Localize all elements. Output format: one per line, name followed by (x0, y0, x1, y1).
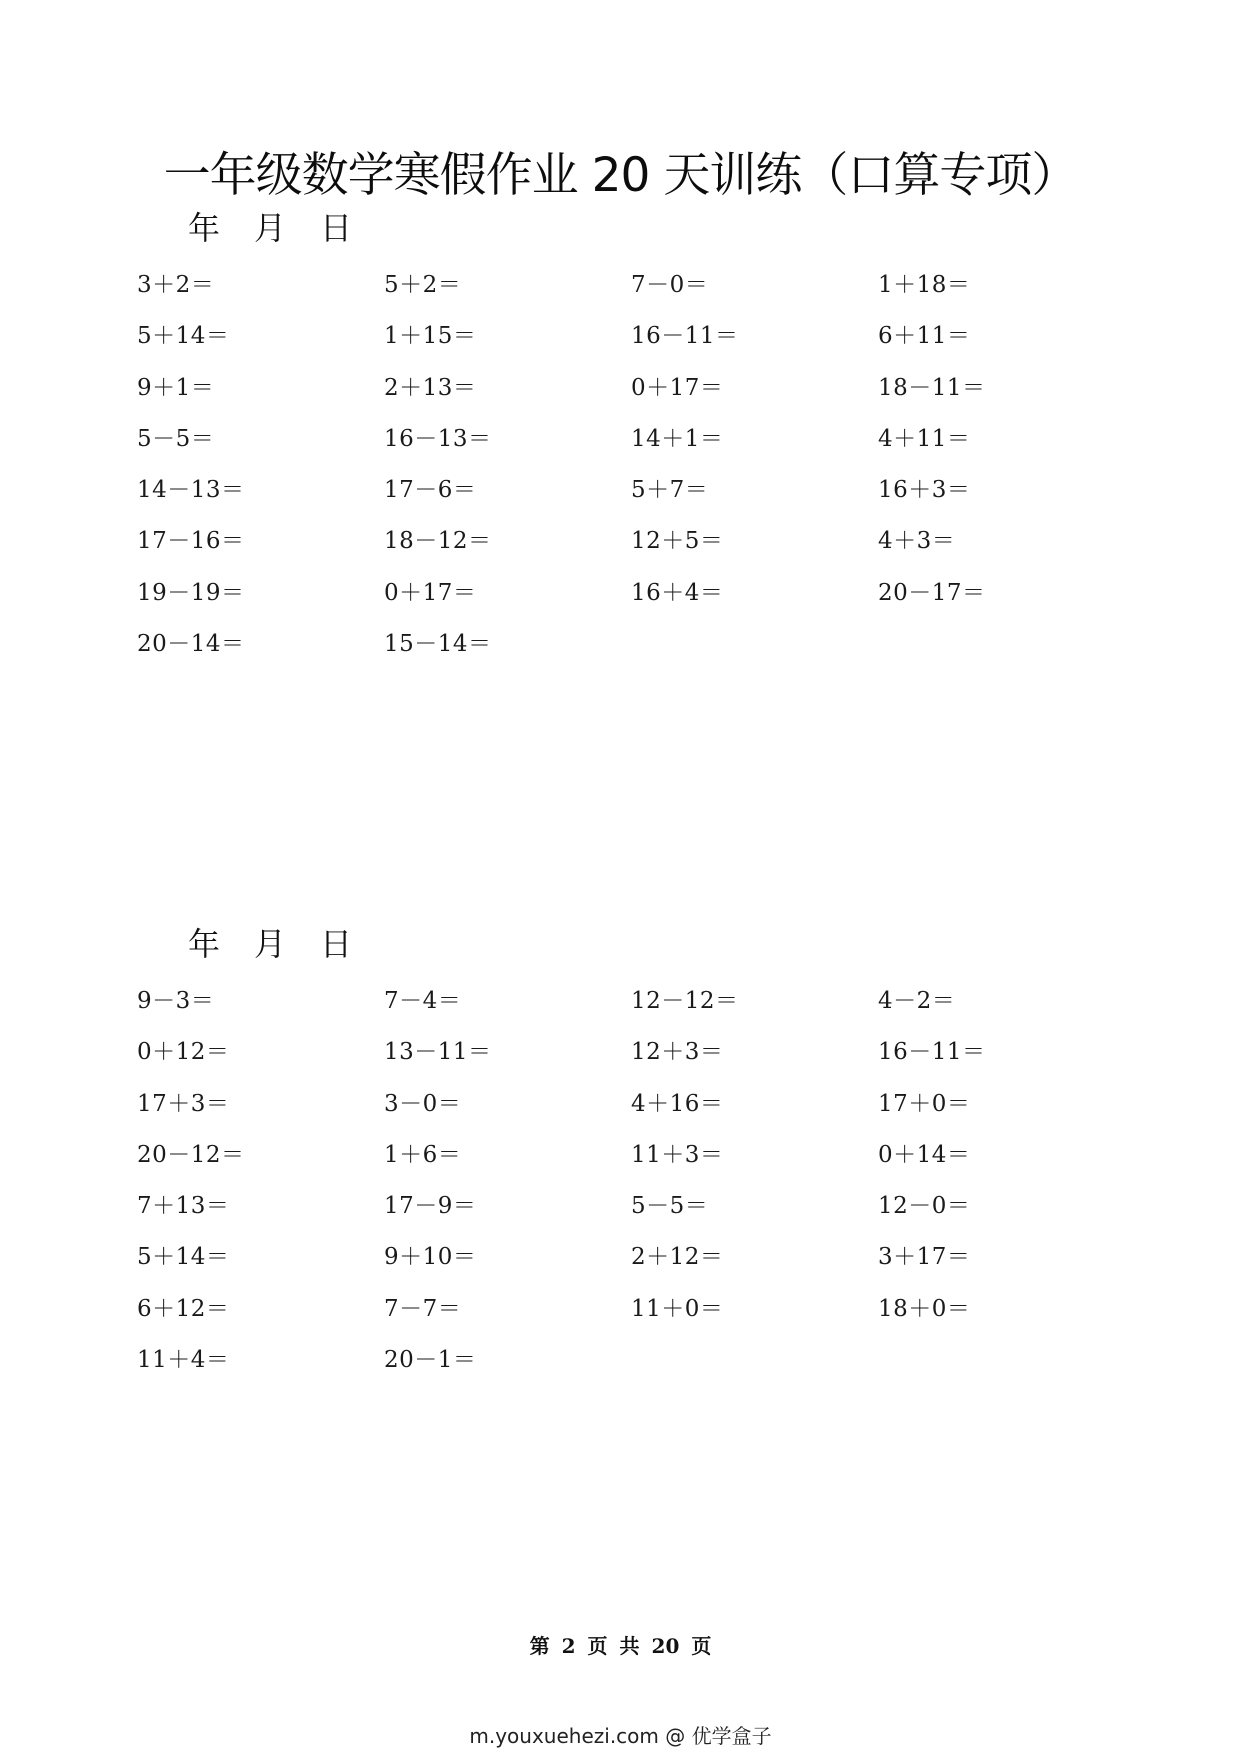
date-year-label: 年 (188, 209, 221, 247)
math-problem: 12－12＝ (631, 988, 739, 1014)
math-problem: 0＋12＝ (137, 1039, 230, 1066)
math-problem: 6＋12＝ (137, 1295, 230, 1322)
math-problem: 3－0＝ (384, 1090, 462, 1117)
math-problem: 0＋17＝ (384, 579, 477, 606)
math-problem: 18＋0＝ (878, 1295, 971, 1322)
math-problem: 16＋4＝ (631, 579, 724, 606)
problem-grid-1 (137, 270, 1137, 680)
math-problem: 20－1＝ (384, 1347, 477, 1374)
date-month-label: 月 (254, 925, 287, 963)
math-problem: 9＋10＝ (384, 1244, 477, 1271)
math-problem: 15－14＝ (384, 631, 492, 658)
math-problem: 16－11＝ (631, 323, 739, 350)
math-problem: 7－4＝ (384, 988, 462, 1014)
math-problem: 4＋16＝ (631, 1090, 724, 1117)
math-problem: 17－16＝ (137, 528, 245, 555)
math-problem: 16－11＝ (878, 1039, 986, 1066)
math-problem: 5＋2＝ (384, 272, 462, 298)
problem-grid-2 (137, 986, 1137, 1396)
math-problem: 1＋18＝ (878, 272, 971, 298)
math-problem: 1＋15＝ (384, 323, 477, 350)
date-day-label: 日 (320, 925, 353, 963)
math-problem: 2＋12＝ (631, 1244, 724, 1271)
math-problem: 9－3＝ (137, 988, 215, 1014)
date-line-1 (188, 208, 352, 248)
date-month-label: 月 (254, 209, 287, 247)
math-problem: 20－17＝ (878, 579, 986, 606)
math-problem: 11＋3＝ (631, 1141, 724, 1168)
page-number-footer (0, 1632, 1241, 1660)
math-problem: 4－2＝ (878, 988, 956, 1014)
math-problem: 11＋0＝ (631, 1295, 724, 1322)
math-problem: 5－5＝ (631, 1193, 709, 1220)
math-problem: 14－13＝ (137, 477, 245, 504)
math-problem: 12＋5＝ (631, 528, 724, 555)
math-problem: 4＋3＝ (878, 528, 956, 555)
math-problem: 3＋17＝ (878, 1244, 971, 1271)
math-problem: 7－0＝ (631, 272, 709, 298)
footer-page-word: 页 (587, 1634, 608, 1658)
math-problem: 18－11＝ (878, 374, 986, 401)
footer-page-prefix: 第 (529, 1634, 550, 1658)
math-problem: 17＋0＝ (878, 1090, 971, 1117)
math-problem: 3＋2＝ (137, 272, 215, 298)
math-problem: 12＋3＝ (631, 1039, 724, 1066)
math-problem: 2＋13＝ (384, 374, 477, 401)
date-line-2 (188, 924, 352, 964)
math-problem: 16＋3＝ (878, 477, 971, 504)
math-problem: 14＋1＝ (631, 425, 724, 452)
math-problem: 17＋3＝ (137, 1090, 230, 1117)
math-problem: 5＋14＝ (137, 323, 230, 350)
math-problem: 0＋17＝ (631, 374, 724, 401)
math-problem: 17－6＝ (384, 477, 477, 504)
math-problem: 6＋11＝ (878, 323, 971, 350)
math-problem: 19－19＝ (137, 579, 245, 606)
math-problem: 17－9＝ (384, 1193, 477, 1220)
math-problem: 1＋6＝ (384, 1141, 462, 1168)
math-problem: 13－11＝ (384, 1039, 492, 1066)
watermark: m.youxuehezi.com @ 优学盒子 (469, 1724, 772, 1748)
math-problem: 12－0＝ (878, 1193, 971, 1220)
math-problem: 16－13＝ (384, 425, 492, 452)
math-problem: 18－12＝ (384, 528, 492, 555)
math-problem: 11＋4＝ (137, 1347, 230, 1374)
math-problem: 7＋13＝ (137, 1193, 230, 1220)
date-year-label: 年 (188, 925, 221, 963)
math-problem: 5＋14＝ (137, 1244, 230, 1271)
date-day-label: 日 (320, 209, 353, 247)
page-title: 一年级数学寒假作业 20 天训练（口算专项） (163, 148, 1078, 203)
footer-page-current: 2 (561, 1634, 576, 1658)
math-problem: 9＋1＝ (137, 374, 215, 401)
footer-page-total: 20 (651, 1634, 680, 1658)
math-problem: 5＋7＝ (631, 477, 709, 504)
math-problem: 4＋11＝ (878, 425, 971, 452)
math-problem: 7－7＝ (384, 1295, 462, 1322)
math-problem: 5－5＝ (137, 425, 215, 452)
math-problem: 20－12＝ (137, 1141, 245, 1168)
footer-total-word: 页 (691, 1634, 712, 1658)
footer-total-prefix: 共 (619, 1634, 640, 1658)
math-problem: 20－14＝ (137, 631, 245, 658)
math-problem: 0＋14＝ (878, 1141, 971, 1168)
